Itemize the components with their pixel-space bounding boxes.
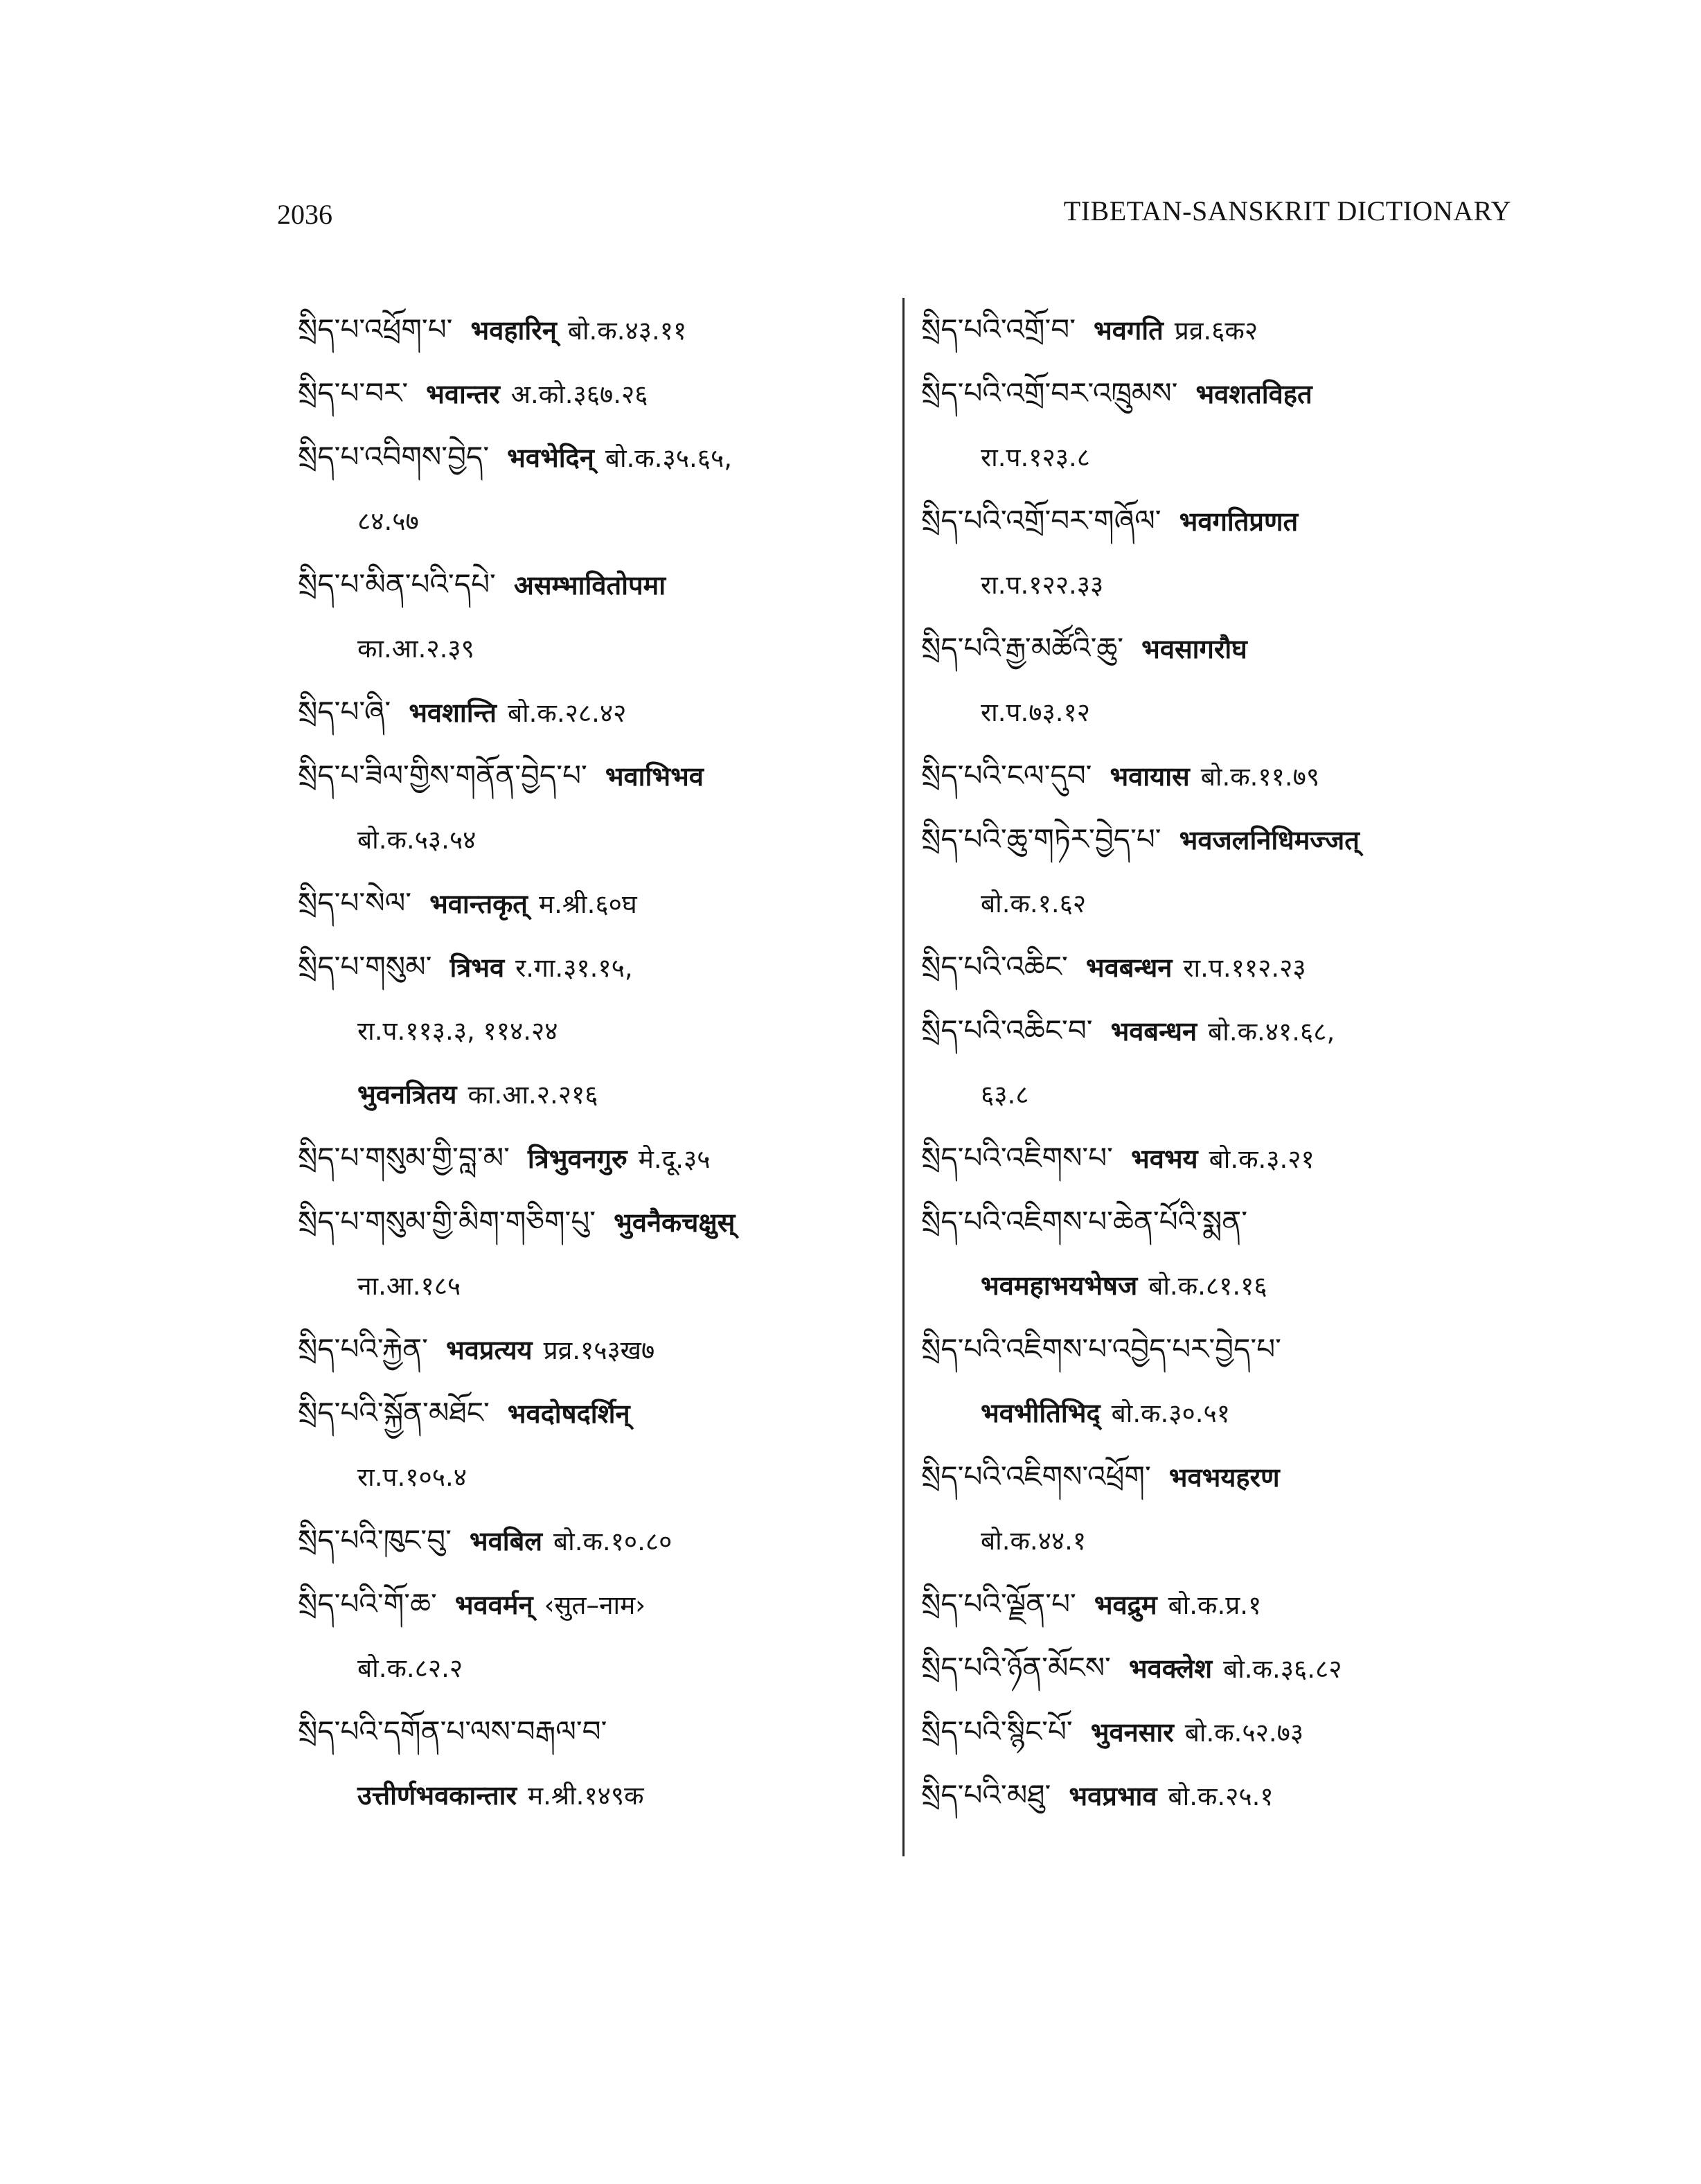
- source-reference: बो.क.४३.११: [567, 316, 687, 346]
- source-reference: बो.क.२५.१: [1168, 1782, 1274, 1811]
- tibetan-headword: སྲིད་པའི་འཇིགས་པ་: [921, 1141, 1113, 1175]
- source-reference: प्रव्र.६क२: [1174, 316, 1258, 346]
- sanskrit-equivalent: भवभयहरण: [1168, 1462, 1280, 1493]
- dictionary-entry: [921, 808, 1531, 871]
- sanskrit-equivalent: त्रिभुवनगुरु: [527, 1144, 627, 1174]
- dictionary-entry: [298, 1190, 907, 1254]
- dictionary-entry: [298, 1126, 907, 1190]
- source-reference: का.आ.२.३९: [357, 634, 474, 664]
- entry-continuation: [298, 808, 907, 871]
- sanskrit-equivalent: भवभय: [1131, 1144, 1198, 1174]
- source-reference: बो.क.३०.५१: [1111, 1399, 1231, 1428]
- sanskrit-equivalent: भुवनत्रितय: [357, 1079, 457, 1110]
- sanskrit-equivalent: भुवनसार: [1090, 1717, 1174, 1748]
- entry-continuation: [298, 1254, 907, 1317]
- tibetan-headword: སྲིད་པ་བར་: [298, 376, 409, 410]
- dictionary-entry: [298, 1317, 907, 1381]
- source-reference: रा.प.१०५.४: [357, 1462, 467, 1492]
- source-reference: बो.क.१.६२: [981, 889, 1087, 918]
- sanskrit-equivalent: भववर्मन्: [454, 1590, 533, 1620]
- sanskrit-equivalent: भवप्रभाव: [1069, 1781, 1157, 1811]
- entry-continuation: [921, 1254, 1531, 1317]
- tibetan-headword: སྲིད་པའི་ཆུ་གཏེར་བྱེད་པ་: [921, 822, 1161, 856]
- tibetan-headword: སྲིད་པའི་འཇིགས་པ་འབྱེད་པར་བྱེད་པ་: [921, 1332, 1281, 1366]
- sanskrit-equivalent: भवक्लेश: [1128, 1653, 1213, 1684]
- source-reference: रा.प.११२.२३: [1183, 953, 1306, 983]
- source-reference: बो.क.४१.६८,: [1208, 1017, 1335, 1047]
- dictionary-entry: [921, 616, 1531, 680]
- source-reference: बो.क.३६.८२: [1223, 1654, 1342, 1684]
- sanskrit-equivalent: भवान्तर: [426, 379, 500, 409]
- left-column: [298, 298, 907, 1827]
- source-reference: मे.दू.३५: [638, 1144, 711, 1174]
- dictionary-entry: [921, 1764, 1531, 1827]
- source-reference: ८४.५७: [357, 506, 419, 536]
- sanskrit-equivalent: भवभेदिन्: [507, 443, 594, 473]
- dictionary-entry: [298, 1381, 907, 1445]
- source-reference: र.गा.३१.१५,: [515, 953, 633, 983]
- source-reference: अ.को.३६७.२६: [510, 380, 648, 409]
- dictionary-entry: [921, 999, 1531, 1063]
- source-reference: बो.क.५३.५४: [357, 825, 477, 855]
- dictionary-entry: [921, 1636, 1531, 1700]
- dictionary-entry: [298, 871, 907, 935]
- sanskrit-equivalent: भवद्रुम: [1094, 1590, 1157, 1620]
- source-reference: बो.क.प्र.१: [1168, 1590, 1262, 1620]
- dictionary-entry: [921, 489, 1531, 553]
- sanskrit-equivalent: भवजलनिधिमज्जत्: [1179, 825, 1360, 855]
- tibetan-headword: སྲིད་པའི་འཇིགས་འཕྲོག་: [921, 1459, 1151, 1493]
- sanskrit-equivalent: भवशान्ति: [409, 698, 497, 728]
- tibetan-headword: སྲིད་པའི་འགྲོ་བར་གཞོལ་: [921, 504, 1161, 538]
- entry-continuation: [298, 1063, 907, 1126]
- tibetan-headword: སྲིད་པ་གསུམ་གྱི་མིག་གཅིག་པུ་: [298, 1205, 596, 1239]
- dictionary-entry: [921, 298, 1531, 362]
- entry-continuation: [298, 1636, 907, 1700]
- tibetan-headword: སྲིད་པའི་ལྗོན་པ་: [921, 1587, 1076, 1621]
- entry-continuation: [921, 553, 1531, 616]
- tibetan-headword: སྲིད་པ་མིན་པའི་དཔེ་: [298, 567, 496, 601]
- source-reference: रा.प.१२३.८: [981, 443, 1090, 472]
- entry-continuation: [921, 1063, 1531, 1126]
- tibetan-headword: སྲིད་པ་ཞི་: [298, 695, 391, 729]
- entry-continuation: [298, 999, 907, 1063]
- tibetan-headword: སྲིད་པའི་སྐྱོན་མཐོང་: [298, 1396, 490, 1430]
- source-reference: ‹सुत–नाम›: [544, 1590, 646, 1620]
- source-reference: बो.क.३.२१: [1209, 1144, 1315, 1174]
- tibetan-headword: སྲིད་པའི་རྒྱ་མཚོའི་ཆུ་: [921, 631, 1124, 665]
- sanskrit-equivalent: भवाभिभव: [605, 761, 704, 792]
- dictionary-entry: [921, 1190, 1531, 1254]
- tibetan-headword: སྲིད་པའི་གོ་ཆ་: [298, 1587, 437, 1621]
- source-reference: बो.क.८२.२: [357, 1653, 463, 1683]
- source-reference: बो.क.११.७९: [1200, 762, 1320, 792]
- source-reference: रा.प.११३.३, ११४.२४: [357, 1016, 558, 1046]
- sanskrit-equivalent: भवभीतिभिद्: [981, 1398, 1101, 1428]
- source-reference: बो.क.४४.१: [981, 1526, 1087, 1556]
- dictionary-entry: [921, 1700, 1531, 1764]
- tibetan-headword: སྲིད་པའི་འཇིགས་པ་ཆེན་པོའི་སྨན་: [921, 1205, 1248, 1239]
- sanskrit-equivalent: भवायास: [1110, 761, 1190, 792]
- running-head: TIBETAN-SANSKRIT DICTIONARY: [1063, 195, 1511, 227]
- dictionary-entry: [921, 1317, 1531, 1381]
- tibetan-headword: སྲིད་པའི་རྐྱེན་: [298, 1332, 428, 1366]
- dictionary-entry: [921, 362, 1531, 425]
- dictionary-entry: [921, 1126, 1531, 1190]
- tibetan-headword: སྲིད་པ་སེལ་: [298, 886, 412, 920]
- sanskrit-equivalent: भवगति: [1094, 315, 1164, 346]
- sanskrit-equivalent: त्रिभव: [449, 952, 505, 983]
- entry-continuation: [298, 489, 907, 553]
- sanskrit-equivalent: भवप्रत्यय: [446, 1335, 533, 1365]
- source-reference: बो.क.२८.४२: [507, 698, 627, 728]
- tibetan-headword: སྲིད་པའི་འཆིང་: [921, 950, 1068, 984]
- tibetan-headword: སྲིད་པའི་འཆིང་བ་: [921, 1013, 1093, 1047]
- sanskrit-equivalent: भवबन्धन: [1085, 952, 1173, 983]
- dictionary-entry: [921, 935, 1531, 999]
- dictionary-entry: [298, 935, 907, 999]
- source-reference: प्रव्र.१५३ख७: [543, 1335, 655, 1365]
- tibetan-headword: སྲིད་པ་ཟིལ་གྱིས་གནོན་བྱེད་པ་: [298, 758, 587, 792]
- source-reference: म.श्री.१४९क: [528, 1781, 644, 1811]
- tibetan-headword: སྲིད་པའི་ངལ་དུབ་: [921, 758, 1092, 792]
- dictionary-entry: [921, 1572, 1531, 1636]
- tibetan-headword: སྲིད་པ་འབིགས་བྱེད་: [298, 440, 490, 474]
- source-reference: बो.क.८१.१६: [1148, 1271, 1267, 1301]
- entry-continuation: [298, 1764, 907, 1827]
- tibetan-headword: སྲིད་པའི་འགྲོ་བ་: [921, 312, 1076, 346]
- tibetan-headword: སྲིད་པ་གསུམ་: [298, 950, 432, 984]
- tibetan-headword: སྲིད་པའི་ཁུང་བུ་: [298, 1523, 452, 1557]
- column-divider: [902, 298, 905, 1856]
- sanskrit-equivalent: असम्भावितोपमा: [513, 570, 666, 601]
- tibetan-headword: སྲིད་པའི་སྙིང་པོ་: [921, 1714, 1073, 1748]
- tibetan-headword: སྲིད་པའི་དགོན་པ་ལས་བརྒལ་བ་: [298, 1714, 607, 1748]
- entry-continuation: [298, 616, 907, 680]
- tibetan-headword: སྲིད་པའི་འགྲོ་བར་འཁྲུམས་: [921, 376, 1178, 410]
- dictionary-entry: [298, 362, 907, 425]
- dictionary-entry: [298, 298, 907, 362]
- entry-continuation: [921, 425, 1531, 489]
- source-reference: बो.क.१०.८०: [553, 1527, 673, 1556]
- sanskrit-equivalent: भवदोषदर्शिन्: [507, 1399, 630, 1429]
- dictionary-entry: [298, 744, 907, 808]
- page-number: 2036: [277, 199, 332, 230]
- source-reference: का.आ.२.२१६: [467, 1080, 598, 1110]
- dictionary-entry: [298, 1700, 907, 1764]
- source-reference: रा.प.७३.१२: [981, 698, 1090, 727]
- source-reference: बो.क.५२.७३: [1184, 1718, 1304, 1748]
- source-reference: रा.प.१२२.३३: [981, 570, 1104, 600]
- tibetan-headword: སྲིད་པའི་མཐུ་: [921, 1778, 1051, 1812]
- dictionary-entry: [298, 680, 907, 744]
- right-column: [921, 298, 1531, 1827]
- sanskrit-equivalent: भवहारिन्: [470, 315, 557, 346]
- sanskrit-equivalent: भवगतिप्रणत: [1179, 506, 1299, 537]
- entry-continuation: [298, 1445, 907, 1509]
- dictionary-entry: [298, 1572, 907, 1636]
- tibetan-headword: སྲིད་པའི་ཉོན་མོངས་: [921, 1651, 1111, 1685]
- dictionary-entry: [298, 553, 907, 616]
- sanskrit-equivalent: भुवनैकचक्षुस्: [614, 1207, 736, 1238]
- sanskrit-equivalent: भवबन्धन: [1110, 1016, 1197, 1047]
- sanskrit-equivalent: उत्तीर्णभवकान्तार: [357, 1780, 517, 1811]
- source-reference: म.श्री.६०घ: [538, 889, 637, 919]
- sanskrit-equivalent: भवसागरौघ: [1141, 634, 1247, 664]
- dictionary-entry: [298, 425, 907, 489]
- entry-continuation: [921, 1381, 1531, 1445]
- tibetan-headword: སྲིད་པ་གསུམ་གྱི་བླ་མ་: [298, 1141, 510, 1175]
- dictionary-entry: [921, 744, 1531, 808]
- sanskrit-equivalent: भवान्तकृत्: [429, 889, 528, 919]
- sanskrit-equivalent: भवशतविहत: [1195, 379, 1312, 409]
- source-reference: बो.क.३५.६५,: [605, 443, 732, 473]
- entry-continuation: [921, 1509, 1531, 1572]
- source-reference: ६३.८: [981, 1080, 1029, 1110]
- sanskrit-equivalent: भवबिल: [469, 1526, 543, 1556]
- source-reference: ना.आ.१८५: [357, 1271, 461, 1301]
- entry-continuation: [921, 680, 1531, 744]
- tibetan-headword: སྲིད་པ་འཕྲོག་པ་: [298, 312, 453, 346]
- dictionary-entry: [921, 1445, 1531, 1509]
- entry-continuation: [921, 871, 1531, 935]
- sanskrit-equivalent: भवमहाभयभेषज: [981, 1270, 1138, 1301]
- dictionary-entry: [298, 1509, 907, 1572]
